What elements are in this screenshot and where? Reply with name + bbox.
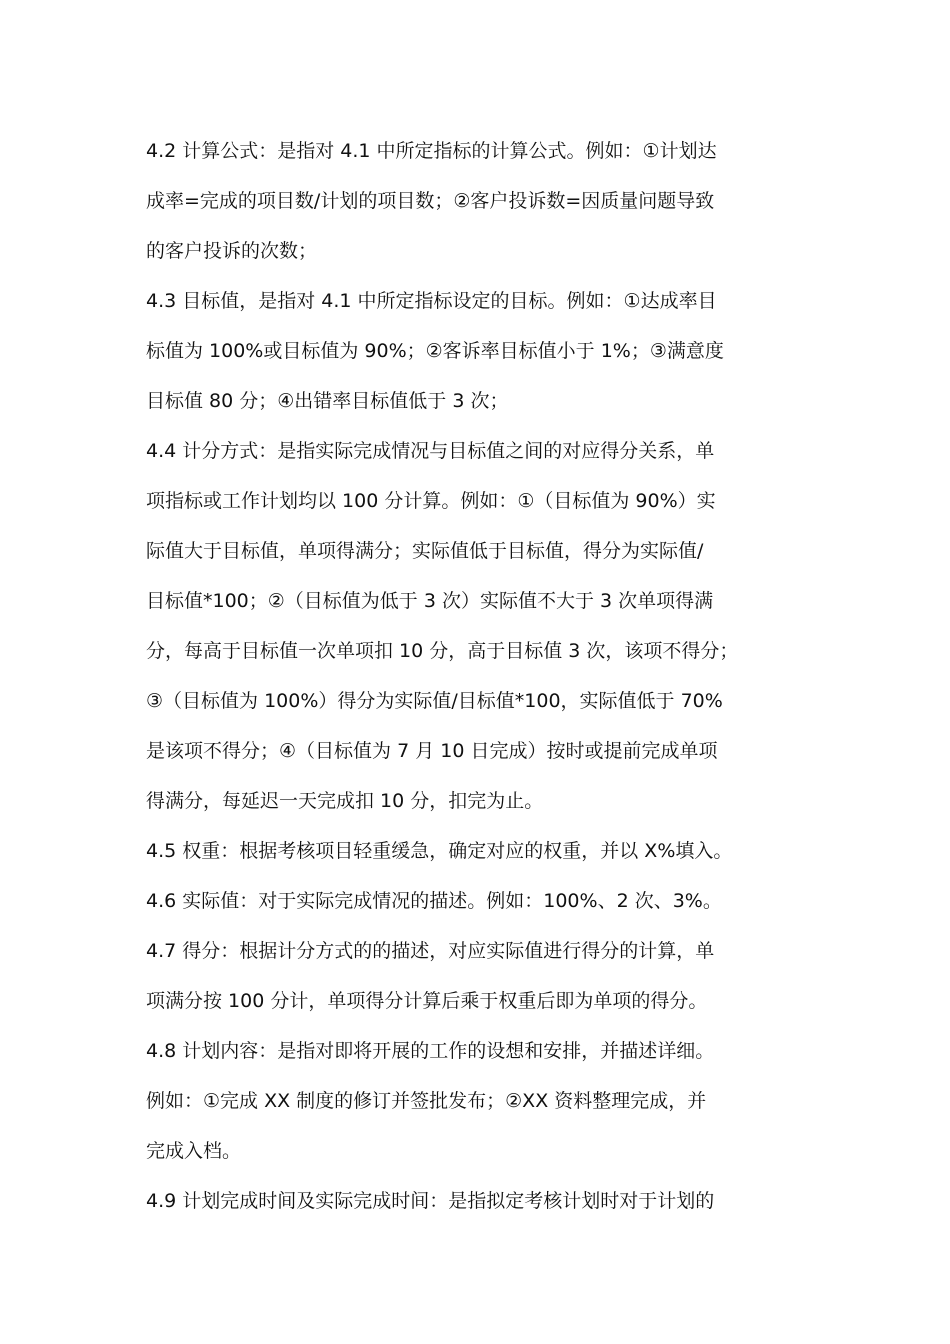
text-line: 得满分，每延迟一天完成扣 10 分，扣完为止。 [146,790,544,812]
text-line: 的客户投诉的次数； [146,240,318,262]
text-line: 4.3 目标值，是指对 4.1 中所定指标设定的目标。例如：①达成率目 [146,290,717,312]
text-line: 4.4 计分方式：是指实际完成情况与目标值之间的对应得分关系，单 [146,440,715,462]
text-line: 是该项不得分；④（目标值为 7 月 10 日完成）按时或提前完成单项 [146,740,718,762]
text-line: ③（目标值为 100%）得分为实际值/目标值*100，实际值低于 70% [146,690,723,712]
text-line: 完成入档。 [146,1140,242,1162]
text-line: 项满分按 100 分计，单项得分计算后乘于权重后即为单项的得分。 [146,990,708,1012]
text-line: 4.2 计算公式：是指对 4.1 中所定指标的计算公式。例如：①计划达 [146,140,717,162]
text-line: 4.7 得分：根据计分方式的的描述，对应实际值进行得分的计算，单 [146,940,715,962]
text-line: 4.6 实际值：对于实际完成情况的描述。例如：100%、2 次、3%。 [146,890,722,912]
document-body [146,126,818,1226]
text-line: 目标值 80 分；④出错率目标值低于 3 次； [146,390,509,412]
text-line: 分，每高于目标值一次单项扣 10 分，高于目标值 3 次，该项不得分； [146,640,739,662]
text-line: 4.9 计划完成时间及实际完成时间：是指拟定考核计划时对于计划的 [146,1190,715,1212]
text-line: 4.5 权重：根据考核项目轻重缓急，确定对应的权重，并以 X%填入。 [146,840,733,862]
text-line: 成率=完成的项目数/计划的项目数；②客户投诉数=因质量问题导致 [146,190,715,212]
text-line: 际值大于目标值，单项得满分；实际值低于目标值，得分为实际值/ [146,540,704,562]
text-line: 项指标或工作计划均以 100 分计算。例如：①（目标值为 90%）实 [146,490,716,512]
text-line: 4.8 计划内容：是指对即将开展的工作的设想和安排，并描述详细。 [146,1040,715,1062]
text-line: 例如：①完成 XX 制度的修订并签批发布；②XX 资料整理完成，并 [146,1090,707,1112]
text-line: 目标值*100；②（目标值为低于 3 次）实际值不大于 3 次单项得满 [146,590,714,612]
text-line: 标值为 100%或目标值为 90%；②客诉率目标值小于 1%；③满意度 [146,340,724,362]
